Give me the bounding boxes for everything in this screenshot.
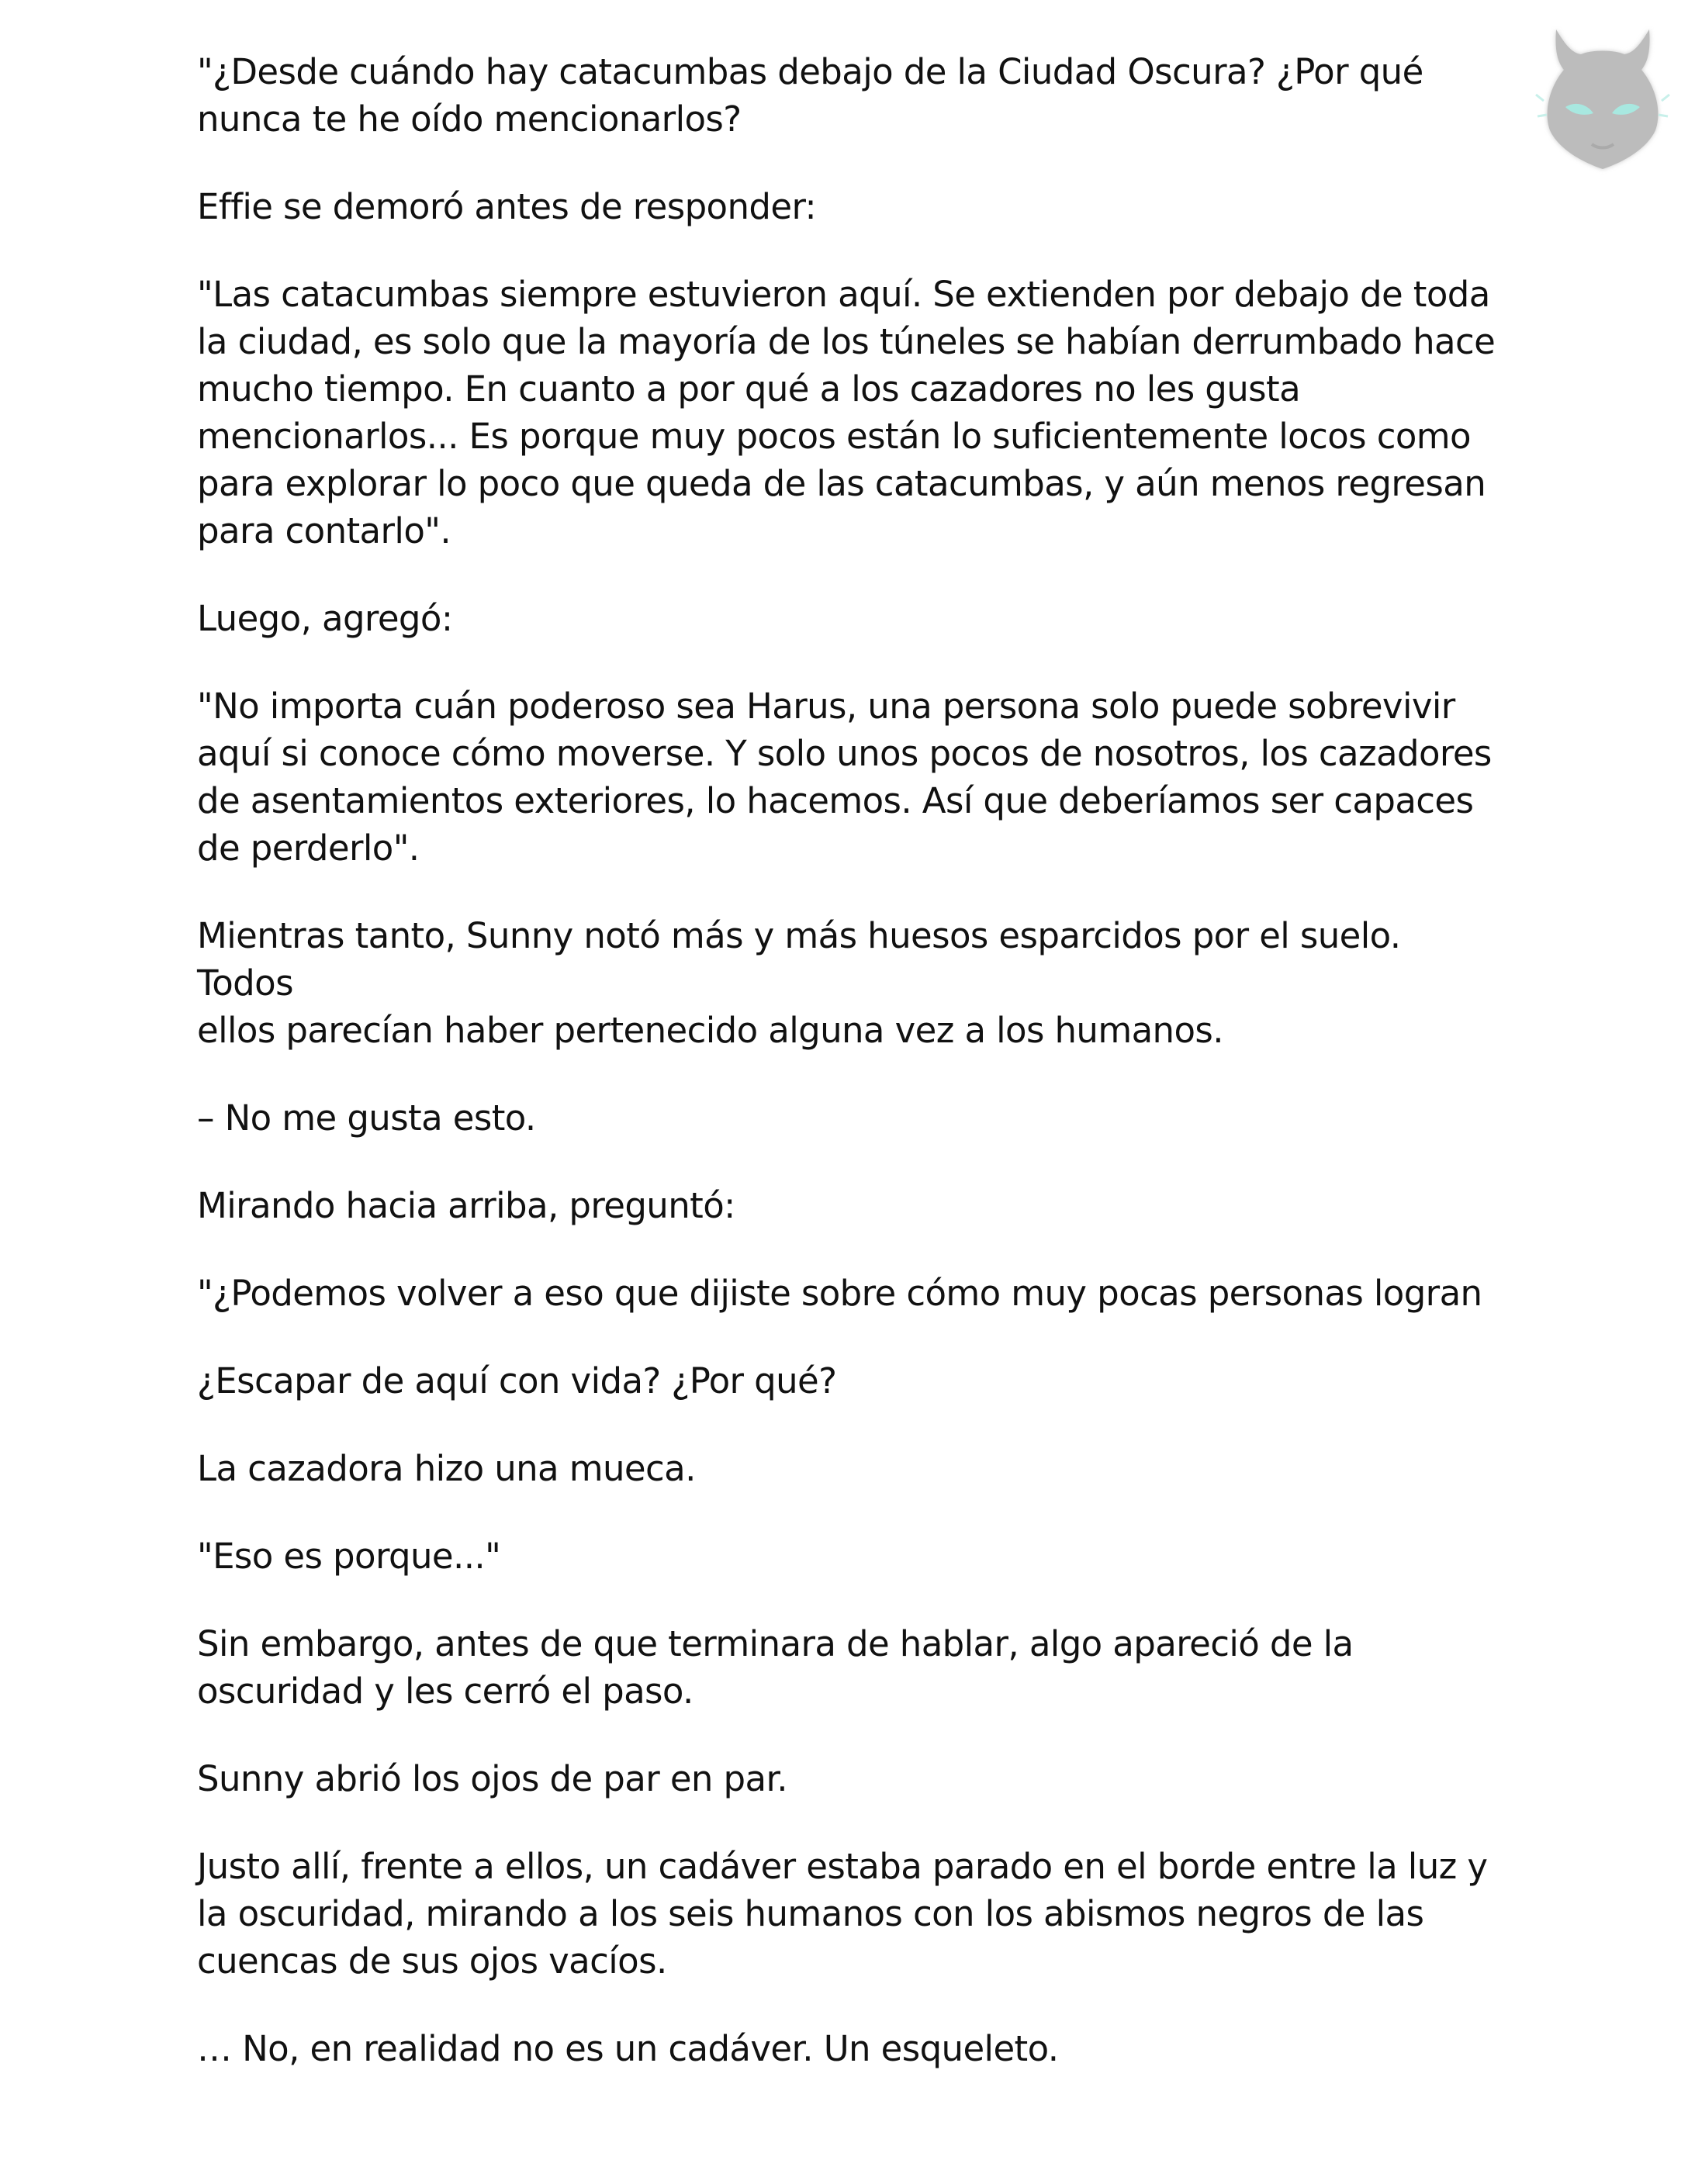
paragraph: Justo allí, frente a ellos, un cadáver estaba parado en el borde entre la luz y la oscuridad, mirando a los seis humanos con los abismos negros de las cuencas de sus ojos vacíos. <box>197 1846 1488 1982</box>
paragraph: "¿Desde cuándo hay catacumbas debajo de la Ciudad Oscura? ¿Por qué nunca te he oído mencionarlos? <box>197 51 1423 140</box>
paragraph: … No, en realidad no es un cadáver. Un esqueleto. <box>197 2028 1059 2069</box>
paragraph: "¿Podemos volver a eso que dijiste sobre cómo muy pocas personas logran <box>197 1273 1482 1314</box>
paragraph: "Eso es porque..." <box>197 1536 501 1577</box>
paragraph: Effie se demoró antes de responder: <box>197 186 817 227</box>
paragraph: "No importa cuán poderoso sea Harus, una persona solo puede sobrevivir aquí si conoce cómo moverse. Y solo unos pocos de nosotros, los cazadores de asentamientos exteriores, lo hacemos. Así que deberíamos ser capaces de perderlo". <box>197 686 1492 869</box>
paragraph: "Las catacumbas siempre estuvieron aquí. Se extienden por debajo de toda la ciudad, es solo que la mayoría de los túneles se habían derrumbado hace mucho tiempo. En cuanto a por qué a los cazadores no les gusta mencionarlos... Es porque muy pocos están lo suficientemente locos como para explorar lo poco que queda de las catacumbas, y aún menos regresan para contarlo". <box>197 274 1496 551</box>
paragraph: Luego, agregó: <box>197 598 453 639</box>
paragraph: – No me gusta esto. <box>197 1097 536 1139</box>
paragraph: Sunny abrió los ojos de par en par. <box>197 1758 787 1799</box>
document-body <box>197 48 1500 2113</box>
paragraph: La cazadora hizo una mueca. <box>197 1448 696 1489</box>
demon-head-logo-icon <box>1525 14 1680 192</box>
paragraph: Mirando hacia arriba, preguntó: <box>197 1185 735 1226</box>
paragraph: ¿Escapar de aquí con vida? ¿Por qué? <box>197 1360 837 1401</box>
paragraph: Mientras tanto, Sunny notó más y más huesos esparcidos por el suelo. Todos ellos parecían haber pertenecido alguna vez a los humanos. <box>197 915 1401 1051</box>
paragraph: Sin embargo, antes de que terminara de hablar, algo apareció de la oscuridad y les cerró el paso. <box>197 1623 1354 1712</box>
